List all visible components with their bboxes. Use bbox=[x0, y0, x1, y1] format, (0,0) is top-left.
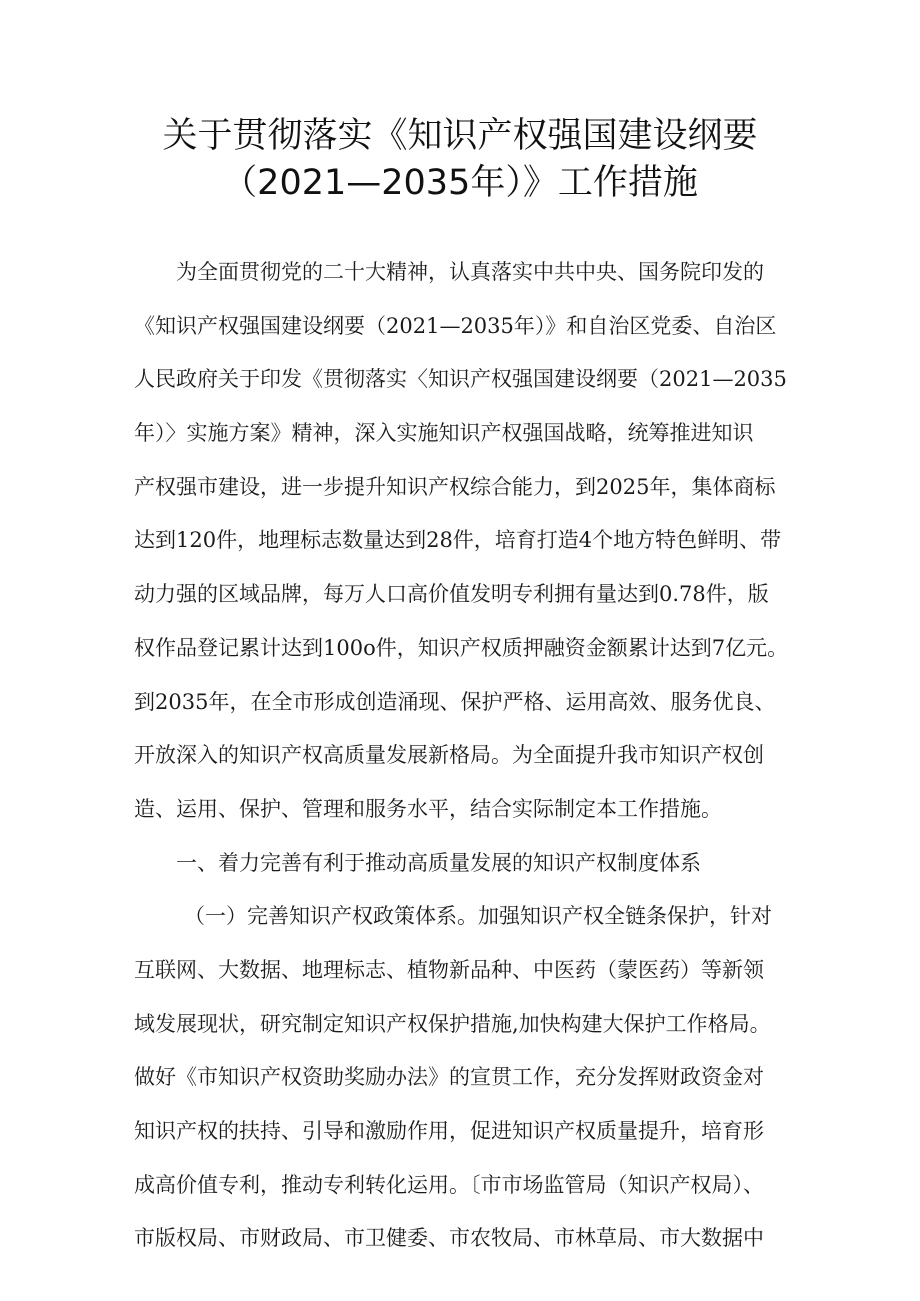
paragraph-line: 成高价值专利，推动专利转化运用。〔市市场监管局（知识产权局）、 bbox=[134, 1172, 764, 1197]
document-title-line-2: （2021—2035年）》工作措施 bbox=[222, 163, 698, 203]
paragraph-line: 知识产权的扶持、引导和激励作用，促进知识产权质量提升，培育形 bbox=[134, 1119, 764, 1143]
paragraph-2 bbox=[134, 890, 794, 1266]
section-heading: 一、着力完善有利于推动高质量发展的知识产权制度体系 bbox=[176, 850, 701, 875]
paragraph-line: 达到120件，地理标志数量达到28件，培育打造4个地方特色鲜明、带 bbox=[134, 528, 782, 553]
paragraph-line: 造、运用、保护、管理和服务水平，结合实际制定本工作措施。 bbox=[134, 796, 722, 821]
paragraph-1 bbox=[134, 246, 794, 837]
paragraph-line: 域发展现状，研究制定知识产权保护措施,加快构建大保护工作格局。 bbox=[134, 1011, 771, 1036]
paragraph-line: 互联网、大数据、地理标志、植物新品种、中医药（蒙医药）等新领 bbox=[134, 957, 764, 982]
paragraph-line: 市版权局、市财政局、市卫健委、市农牧局、市林草局、市大数据中 bbox=[134, 1226, 764, 1251]
paragraph-line: 开放深入的知识产权高质量发展新格局。为全面提升我市知识产权创 bbox=[134, 743, 764, 768]
paragraph-line: 权作品登记累计达到100o件，知识产权质押融资金额累计达到7亿元。 bbox=[134, 635, 789, 660]
document-body bbox=[134, 246, 794, 1266]
paragraph-line: 到2035年，在全市形成创造涌现、保护严格、运用高效、服务优良、 bbox=[134, 689, 776, 714]
paragraph-line: 做好《市知识产权资助奖励办法》的宣贯工作，充分发挥财政资金对 bbox=[134, 1065, 764, 1090]
paragraph-line: （一）完善知识产权政策体系。加强知识产权全链条保护，针对 bbox=[184, 904, 772, 929]
document-title-line-1: 关于贯彻落实《知识产权强国建设纲要 bbox=[162, 116, 758, 156]
paragraph-line: 人民政府关于印发《贯彻落实〈知识产权强国建设纲要（2021—2035 bbox=[134, 367, 787, 392]
paragraph-line: 《知识产权强国建设纲要（2021—2035年）》和自治区党委、自治区 bbox=[134, 313, 777, 338]
paragraph-line: 产权强市建设，进一步提升知识产权综合能力，到2025年，集体商标 bbox=[134, 474, 776, 499]
paragraph-line: 年）〉实施方案》精神，深入实施知识产权强国战略，统筹推进知识 bbox=[134, 421, 754, 446]
paragraph-line: 为全面贯彻党的二十大精神，认真落实中共中央、国务院印发的 bbox=[176, 260, 764, 284]
paragraph-line: 动力强的区域品牌，每万人口高价值发明专利拥有量达到0.78件，版 bbox=[134, 582, 769, 607]
